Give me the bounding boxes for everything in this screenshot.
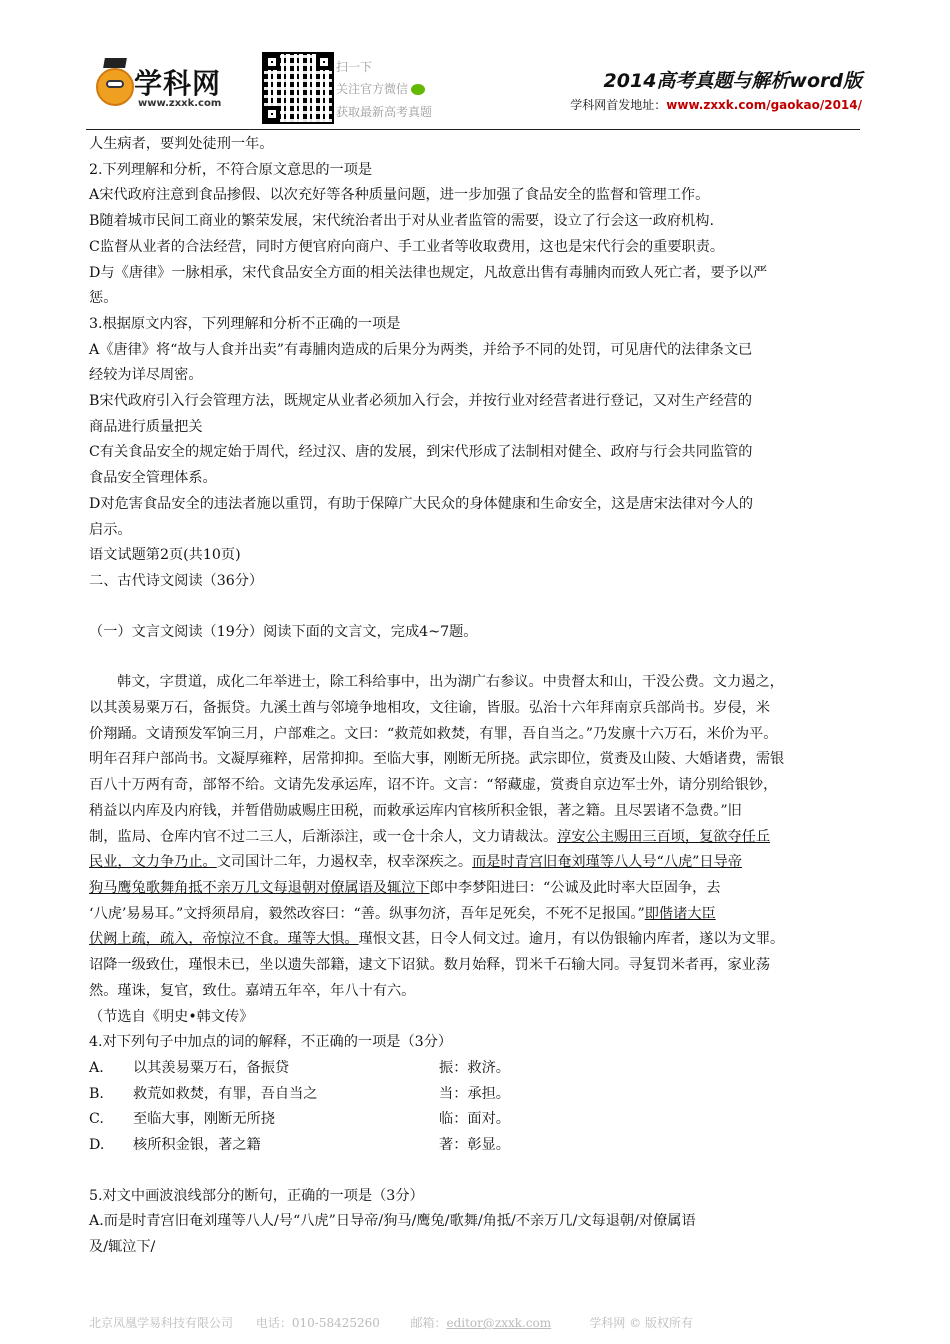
question-2-option-d-cont: 惩。 bbox=[89, 290, 118, 307]
footer-copyright: 学科网 © 版权所有 bbox=[589, 1316, 693, 1330]
footer-email-link[interactable]: editor@zxxk.com bbox=[446, 1316, 552, 1330]
question-4-option-d: D. 核所积金银，著之籍 著：彰显。 bbox=[89, 1137, 510, 1154]
question-5-option-a-cont: 及/辄泣下/ bbox=[89, 1239, 156, 1256]
underlined-text: 即偕诸大臣 bbox=[644, 905, 716, 922]
question-4: 4.对下列句子中加点的词的解释，不正确的一项是（3分） bbox=[89, 1034, 453, 1051]
qr-caption-3: 获取最新高考真题 bbox=[336, 105, 433, 119]
question-2-option-d: D与《唐律》一脉相承，宋代食品安全方面的相关法律也规定，凡故意出售有毒脯肉而致人死亡者，要予以严 bbox=[89, 264, 768, 281]
header-title: 2014高考真题与解析word版 bbox=[603, 70, 862, 92]
question-3-option-c-cont: 食品安全管理体系。 bbox=[89, 470, 217, 487]
question-4-option-b: B. 救荒如救焚，有罪，吾自当之 当：承担。 bbox=[89, 1085, 510, 1102]
footer-company: 北京凤凰学易科技有限公司 bbox=[89, 1316, 234, 1330]
page-marker: 语文试题第2页(共10页) bbox=[89, 547, 241, 564]
question-2-option-a: A宋代政府注意到食品掺假、以次充好等各种质量问题，进一步加强了食品安全的监督和管理工作。 bbox=[89, 187, 710, 204]
qr-caption-2: 关注官方微信 bbox=[336, 80, 425, 97]
qr-code-icon bbox=[262, 52, 334, 124]
question-5-option-a: A.而是时青宫旧奄刘瑾等八人/号“八虎”日导帝/狗马/鹰兔/歌舞/角抵/不亲万几/文每退朝/对僚属语 bbox=[89, 1213, 696, 1230]
question-4-option-a: A. 以其羡易粟万石，备振贷 振：救济。 bbox=[89, 1059, 510, 1076]
classical-passage bbox=[89, 670, 861, 1004]
logo-url: www.zxxk.com bbox=[138, 98, 222, 109]
passage-line: 韩文，字贯道，成化二年举进士，除工科给事中，出为湖广右参议。中贵督太和山，干没公费。文力遏之， bbox=[117, 674, 784, 691]
underlined-text: 淳安公主赐田三百顷，复欲夺任丘 bbox=[557, 828, 771, 845]
question-3-option-a-cont: 经较为详尽周密。 bbox=[89, 367, 203, 384]
passage-line: 明年召拜户部尚书。文凝厚雍粹，居常抑抑。至临大事，刚断无所挠。武宗即位，赏赉及山陵、大婚诸费，需银 bbox=[89, 751, 785, 768]
question-3-option-d: D对危害食品安全的违法者施以重罚，有助于保障广大民众的身体健康和生命安全，这是唐宋法律对今人的 bbox=[89, 495, 754, 512]
passage-line: 以其羡易粟万石，备振贷。九溪土酋与邻境争地相攻，文往谕，皆服。弘治十六年拜南京兵部尚书。岁侵，米 bbox=[89, 700, 771, 717]
question-3-option-a: A《唐律》将“故与人食并出卖”有毒脯肉造成的后果分为两类，并给予不同的处罚，可见唐代的法律条文已 bbox=[89, 341, 753, 358]
subsection-heading: （一）文言文阅读（19分）阅读下面的文言文，完成4~7题。 bbox=[89, 623, 478, 640]
question-3: 3.根据原文内容，下列理解和分析不正确的一项是 bbox=[89, 315, 401, 332]
document-body bbox=[89, 132, 861, 1261]
question-2-option-b: B随着城市民间工商业的繁荣发展，宋代统治者出于对从业者监管的需要，设立了行会这一政府机构. bbox=[89, 213, 715, 230]
question-2: 2.下列理解和分析，不符合原文意思的一项是 bbox=[89, 161, 373, 178]
passage-line: 百八十万两有奇，部帑不给。文请先发承运库，诏不许。文言：“帑藏虚，赏赉自京边军士外，请分别给银钞， bbox=[89, 777, 778, 794]
page-footer: 北京凤凰学易科技有限公司 电话：010-58425260 邮箱：editor@zxxk.com 学科网 © 版权所有 bbox=[89, 1316, 693, 1330]
question-3-option-b: B宋代政府引入行会管理方法，既规定从业者必须加入行会，并按行业对经营者进行登记，又对生产经营的 bbox=[89, 393, 753, 410]
passage-line: 伏阙上疏，疏入，帝惊泣不食。瑾等大惧。瑾恨文甚，日令人伺文过。逾月，有以伪银输内库者，遂以为文罪。 bbox=[89, 931, 785, 948]
passage-line: 稍益以内库及内府钱，并暂借勋戚赐庄田税，而敕承运库内官核所积金银，著之籍。且尽罢诸不急费。”旧 bbox=[89, 802, 742, 819]
underlined-text: 伏阙上疏，疏入，帝惊泣不食。瑾等大惧。 bbox=[89, 931, 359, 948]
logo-mascot-icon bbox=[96, 68, 134, 106]
passage-line: 然。瑾诛，复官，致仕。嘉靖五年卒，年八十有六。 bbox=[89, 982, 416, 999]
passage-line: 民业，文力争乃止。文司国计二年，力遏权幸，权幸深疾之。而是时青宫旧奄刘瑾等八人号“八虎”日导帝 bbox=[89, 854, 742, 871]
passage-line: 诏降一级致仕，瑾恨未已，坐以遗失部籍，逮文下诏狱。数月始释，罚米千石输大同。寻复罚米者再，家业荡 bbox=[89, 957, 771, 974]
question-3-option-c: C有关食品安全的规定始于周代，经过汉、唐的发展，到宋代形成了法制相对健全、政府与行会共同监管的 bbox=[89, 444, 753, 461]
passage-line: 制，监局、仓库内官不过二三人，后渐添注，或一仓十余人，文力请裁汰。淳安公主赐田三百顷，复欲夺任丘 bbox=[89, 828, 771, 845]
passage-line: 价翔踊。文请预发军饷三月，户部难之。文曰：“救荒如救焚，有罪，吾自当之。”乃发廪十六万石，米价为平。 bbox=[89, 725, 778, 742]
section-heading: 二、古代诗文阅读（36分） bbox=[89, 572, 264, 589]
wavy-underlined-text: 狗马鹰兔歌舞角抵不亲万几文每退朝对僚属语及辄泣下 bbox=[89, 879, 430, 896]
passage-source: （节选自《明史•韩文传》 bbox=[89, 1008, 254, 1025]
question-3-option-d-cont: 启示。 bbox=[89, 521, 132, 538]
question-5: 5.对文中画波浪线部分的断句，正确的一项是（3分） bbox=[89, 1187, 424, 1204]
wechat-icon bbox=[411, 84, 425, 95]
qr-caption-1: 扫一下 bbox=[336, 60, 373, 74]
gaokao-link[interactable]: www.zxxk.com/gaokao/2014/ bbox=[666, 98, 862, 112]
passage-line: ‘八虎’易易耳。”文捋须昂肩，毅然改容曰：“善。纵事勿济，吾年足死矣，不死不足报国。”即偕诸大臣 bbox=[89, 905, 716, 922]
wavy-underlined-text: 而是时青宫旧奄刘瑾等八人号“八虎”日导帝 bbox=[472, 854, 742, 871]
logo-text: 学科网 bbox=[134, 67, 222, 100]
text-line: 人生病者，要判处徒刑一年。 bbox=[89, 136, 274, 152]
question-3-option-b-cont: 商品进行质量把关 bbox=[89, 418, 203, 435]
question-4-option-c: C. 至临大事，刚断无所挠 临：面对。 bbox=[89, 1111, 510, 1128]
underlined-text: 民业，文力争乃止。 bbox=[89, 854, 217, 871]
header-subtitle: 学科网首发地址：www.zxxk.com/gaokao/2014/ bbox=[570, 98, 862, 112]
question-2-option-c: C监督从业者的合法经营，同时方便官府向商户、手工业者等收取费用，这也是宋代行会的重要职责。 bbox=[89, 238, 725, 255]
page-header bbox=[0, 0, 950, 132]
header-divider bbox=[86, 129, 860, 130]
passage-line: 狗马鹰兔歌舞角抵不亲万几文每退朝对僚属语及辄泣下郎中李梦阳进曰：“公诚及此时率大臣固争，去 bbox=[89, 879, 721, 896]
footer-phone: 电话：010-58425260 bbox=[255, 1316, 380, 1330]
